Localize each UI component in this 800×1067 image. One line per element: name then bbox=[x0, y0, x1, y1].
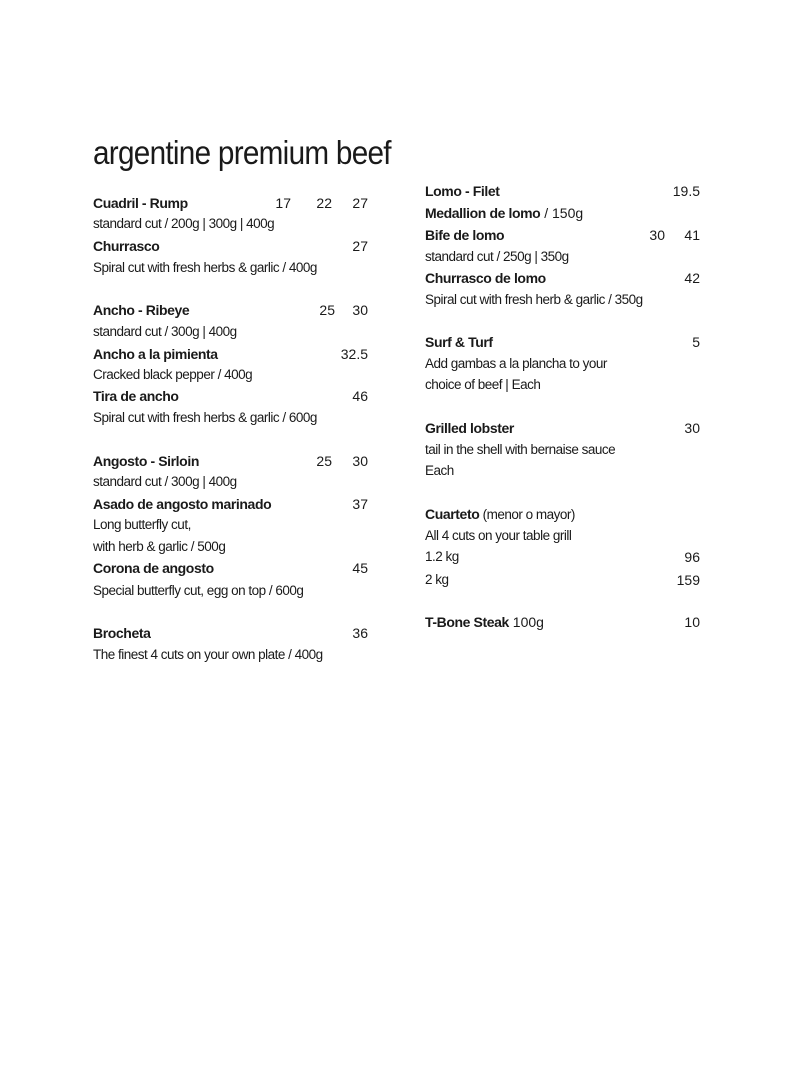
item-note-cuarteto: (menor o mayor) bbox=[479, 507, 575, 522]
price-lobster: 30 bbox=[684, 420, 700, 436]
option-label-1-2kg: 1.2 kg bbox=[425, 549, 459, 564]
price-churrasco-lomo: 42 bbox=[684, 270, 700, 286]
item-desc-brocheta: The finest 4 cuts on your own plate / 400g bbox=[93, 647, 323, 662]
price-ancho-400g: 30 bbox=[352, 302, 368, 318]
price-tira: 46 bbox=[352, 388, 368, 404]
price-lomo: 19.5 bbox=[672, 183, 700, 199]
option-label-2kg: 2 kg bbox=[425, 572, 449, 587]
item-name-bife: Bife de lomo bbox=[425, 227, 505, 243]
item-desc-ancho: standard cut / 300g | 400g bbox=[93, 324, 237, 339]
price-ancho-300g: 25 bbox=[319, 302, 335, 318]
item-desc-angosto: standard cut / 300g | 400g bbox=[93, 474, 237, 489]
price-ancho-pimienta: 32.5 bbox=[340, 346, 368, 362]
item-name-asado: Asado de angosto marinado bbox=[93, 496, 272, 512]
item-desc-cuarteto: All 4 cuts on your table grill bbox=[425, 528, 572, 543]
price-surf-turf: 5 bbox=[692, 334, 700, 350]
item-desc-lobster-line2: Each bbox=[425, 463, 454, 478]
price-angosto-400g: 30 bbox=[352, 453, 368, 469]
item-name-churrasco: Churrasco bbox=[93, 238, 160, 254]
item-name-lobster: Grilled lobster bbox=[425, 420, 514, 436]
item-name-ancho-pimienta: Ancho a la pimienta bbox=[93, 346, 218, 362]
item-name-ancho: Ancho - Ribeye bbox=[93, 302, 190, 318]
item-desc-corona: Special butterfly cut, egg on top / 600g bbox=[93, 583, 304, 598]
price-cuadril-200g: 17 bbox=[275, 195, 291, 211]
item-tbone bbox=[425, 611, 544, 633]
item-name-angosto: Angosto - Sirloin bbox=[93, 453, 199, 469]
item-desc-lobster-line1: tail in the shell with bernaise sauce bbox=[425, 442, 616, 457]
price-cuarteto-2kg: 159 bbox=[676, 572, 700, 588]
item-name-tira: Tira de ancho bbox=[93, 388, 179, 404]
item-medallion bbox=[425, 202, 583, 224]
item-weight-medallion: / 150g bbox=[540, 205, 584, 221]
price-brocheta: 36 bbox=[352, 625, 368, 641]
price-angosto-300g: 25 bbox=[316, 453, 332, 469]
price-bife-250g: 30 bbox=[649, 227, 665, 243]
item-name-lomo: Lomo - Filet bbox=[425, 183, 500, 199]
item-name-tbone: T-Bone Steak bbox=[425, 614, 509, 630]
price-cuadril-300g: 22 bbox=[316, 195, 332, 211]
item-name-medallion: Medallion de lomo bbox=[425, 205, 541, 221]
item-name-cuadril: Cuadril - Rump bbox=[93, 195, 188, 211]
page-title: argentine premium beef bbox=[93, 134, 391, 171]
price-churrasco: 27 bbox=[352, 238, 368, 254]
item-desc-surf-turf-line2: choice of beef | Each bbox=[425, 377, 541, 392]
price-tbone: 10 bbox=[684, 614, 700, 630]
item-name-surf-turf: Surf & Turf bbox=[425, 334, 493, 350]
item-desc-churrasco: Spiral cut with fresh herbs & garlic / 400g bbox=[93, 260, 317, 275]
item-weight-tbone: 100g bbox=[508, 614, 544, 630]
item-cuarteto bbox=[425, 503, 575, 525]
item-name-cuarteto: Cuarteto bbox=[425, 506, 480, 522]
price-cuadril-400g: 27 bbox=[352, 195, 368, 211]
item-name-brocheta: Brocheta bbox=[93, 625, 151, 641]
price-asado: 37 bbox=[352, 496, 368, 512]
item-desc-churrasco-lomo: Spiral cut with fresh herb & garlic / 350g bbox=[425, 292, 643, 307]
item-desc-ancho-pimienta: Cracked black pepper / 400g bbox=[93, 367, 253, 382]
item-desc-surf-turf-line1: Add gambas a la plancha to your bbox=[425, 356, 607, 371]
item-name-corona: Corona de angosto bbox=[93, 560, 214, 576]
item-desc-tira: Spiral cut with fresh herbs & garlic / 600g bbox=[93, 410, 317, 425]
item-name-churrasco-lomo: Churrasco de lomo bbox=[425, 270, 546, 286]
price-cuarteto-1-2kg: 96 bbox=[684, 549, 700, 565]
item-desc-asado-line1: Long butterfly cut, bbox=[93, 517, 191, 532]
item-desc-bife: standard cut / 250g | 350g bbox=[425, 249, 569, 264]
item-desc-asado-line2: with herb & garlic / 500g bbox=[93, 539, 226, 554]
price-corona: 45 bbox=[352, 560, 368, 576]
price-bife-350g: 41 bbox=[684, 227, 700, 243]
item-desc-cuadril: standard cut / 200g | 300g | 400g bbox=[93, 216, 275, 231]
